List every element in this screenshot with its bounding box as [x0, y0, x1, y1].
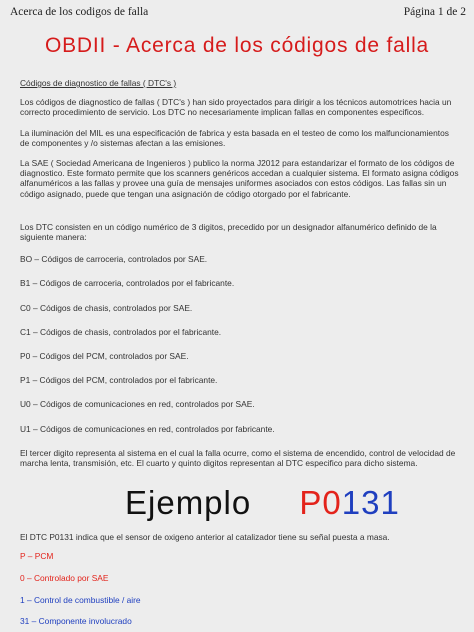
example-code [299, 484, 399, 521]
code-item: P1 – Códigos del PCM, controlados por el fabricante. [20, 375, 218, 386]
page-header [10, 6, 466, 18]
document-body [20, 78, 460, 468]
code-item: B1 – Códigos de carroceria, controlados por el fabricante. [20, 278, 235, 289]
example-heading [125, 484, 400, 522]
example-code-rest: 131 [341, 484, 400, 521]
header-doc-title: Acerca de los codigos de falla [10, 6, 149, 18]
example-word: Ejemplo [125, 484, 252, 521]
legend-item-31: 31 – Componente involucrado [20, 616, 132, 626]
code-item: U0 – Códigos de comunicaciones en red, controlados por SAE. [20, 399, 255, 410]
example-code-prefix: P0 [299, 484, 342, 521]
code-item: U1 – Códigos de comunicaciones en red, controlados por fabricante. [20, 423, 275, 434]
paragraph-dtc-format: Los DTC consisten en un código numérico de 3 digitos, precedido por un designador alfanumérico definido de la siguiente manera: [20, 221, 437, 243]
legend-item-1: 1 – Control de combustible / aire [20, 595, 141, 605]
code-item: C0 – Códigos de chasis, controlados por SAE. [20, 302, 193, 313]
paragraph-mil: La iluminación del MIL es una especificación de fabrica y esta basada en el testeo de como los malfuncionamientos de componentes y /o sistemas afectan a las emisiones. [20, 127, 449, 148]
header-page-number: Página 1 de 2 [403, 6, 466, 18]
paragraph-third-digit: El tercer digito representa al sistema en el cual la falla ocurre, como el sistema de encendido, control de velocidad de marcha lenta, transmisión, etc. El cuarto y quinto digitos representan al DTC especifico para dicho sistema. [20, 447, 456, 469]
code-item: C1 – Códigos de chasis, controlados por el fabricante. [20, 326, 222, 337]
document-title: OBDII - Acerca de los códigos de falla [44, 34, 430, 57]
code-item: P0 – Códigos del PCM, controlados por SAE. [20, 351, 189, 362]
paragraph-intro: Los códigos de diagnostico de fallas ( DTC's ) han sido proyectados para dirigir a los técnicos automotrices hacia un correcto procedimiento de servicio. Los DTC no necesariamente implican fallas en componentes especificos. [20, 97, 452, 118]
code-item: BO – Códigos de carroceria, controlados por SAE. [20, 254, 208, 265]
legend-item-p: P – PCM [20, 551, 54, 561]
legend-item-0: 0 – Controlado por SAE [20, 573, 109, 583]
example-sentence: El DTC P0131 indica que el sensor de oxigeno anterior al catalizador tiene su señal puesta a masa. [20, 532, 390, 542]
paragraph-sae: La SAE ( Sociedad Americana de Ingenieros ) publico la norma J2012 para estandarizar el formato de los códigos de diagnostico. Este formato permite que los scanners genéricos accedan a cualquier sistema. El formato asigna códigos alfanuméricos a las fallas y provee una guía de mensajes uniformes asociados con estos códigos. Las fallas sin un código asignado, puede que tengan una asignación de código otorgado por el fabricante. [20, 158, 459, 199]
section-subtitle: Códigos de diagnostico de fallas ( DTC's ) [20, 78, 177, 88]
